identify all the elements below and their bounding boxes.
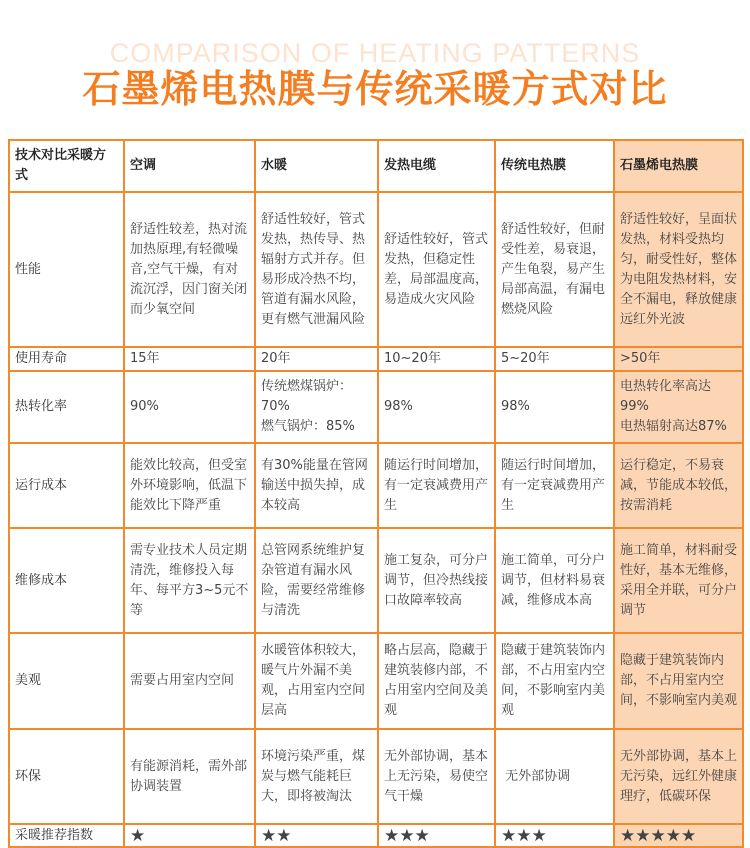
table-cell: 舒适性较好，但耐受性差，易衰退，产生龟裂，易产生局部高温，有漏电燃烧风险 — [495, 192, 614, 347]
star-rating: ★★ — [255, 824, 378, 847]
table-cell: 98% — [378, 371, 495, 443]
table-row — [9, 729, 743, 824]
table-cell-highlight: 电热转化率高达99% 电热辐射高达87% — [614, 371, 743, 443]
star-rating: ★★★ — [495, 824, 614, 847]
table-cell-highlight: 无外部协调，基本上无污染，远红外健康理疗，低碳环保 — [614, 729, 743, 824]
row-label-operating-cost: 运行成本 — [9, 443, 124, 528]
table-cell: 无外部协调，基本上无污染，易使空气干燥 — [378, 729, 495, 824]
table-header-row — [9, 140, 743, 192]
table-row — [9, 528, 743, 633]
table-cell: 有能源消耗，需外部协调装置 — [124, 729, 255, 824]
table-cell: 能效比较高，但受室外环境影响，低温下能效比下降严重 — [124, 443, 255, 528]
table-row — [9, 371, 743, 443]
table-cell: 20年 — [255, 347, 378, 371]
table-cell: 无外部协调 — [495, 729, 614, 824]
table-cell: 15年 — [124, 347, 255, 371]
star-rating: ★★★ — [378, 824, 495, 847]
table-cell: 总管网系统维护复杂管道有漏水风险，需要经常维修与清洗 — [255, 528, 378, 633]
page-title: 石墨烯电热膜与传统采暖方式对比 — [82, 67, 668, 111]
table-row — [9, 824, 743, 847]
table-cell-highlight: 施工简单，材料耐受性好，基本无维修，采用全并联，可分户调节 — [614, 528, 743, 633]
table-cell-highlight: 运行稳定，不易衰减，节能成本较低，按需消耗 — [614, 443, 743, 528]
row-label-recommendation: 采暖推荐指数 — [9, 824, 124, 847]
row-label-conversion-rate: 热转化率 — [9, 371, 124, 443]
row-label-aesthetics: 美观 — [9, 633, 124, 729]
row-label-environment: 环保 — [9, 729, 124, 824]
table-cell: 需专业技术人员定期清洗，维修投入每年、每平方3~5元不等 — [124, 528, 255, 633]
header-traditional-film: 传统电热膜 — [495, 140, 614, 192]
table-cell: 98% — [495, 371, 614, 443]
row-label-maintenance-cost: 维修成本 — [9, 528, 124, 633]
row-label-performance: 性能 — [9, 192, 124, 347]
background-watermark-text: COMPARISON OF HEATING PATTERNS — [109, 38, 641, 68]
star-rating-highlight: ★★★★★ — [614, 824, 743, 847]
table-cell: 隐藏于建筑装饰内部，不占用室内空间，不影响室内美观 — [495, 633, 614, 729]
table-cell: 水暖管体积较大，暖气片外漏不美观，占用室内空间层高 — [255, 633, 378, 729]
table-cell: 有30%能量在管网输送中损失掉，成本较高 — [255, 443, 378, 528]
table-cell-highlight: 舒适性较好，呈面状发热，材料受热均匀，耐受性好，整体为电阻发热材料，安全不漏电，释放健康远红外光波 — [614, 192, 743, 347]
table-cell: 舒适性较差，热对流加热原理,有轻微噪音,空气干燥，有对流沉浮，因门窗关闭而少氧空间 — [124, 192, 255, 347]
table-row — [9, 443, 743, 528]
table-cell: 需要占用室内空间 — [124, 633, 255, 729]
header-graphene-film: 石墨烯电热膜 — [614, 140, 743, 192]
comparison-table — [8, 139, 744, 848]
header-heating-cable: 发热电缆 — [378, 140, 495, 192]
header-criteria: 技术对比采暖方式 — [9, 140, 124, 192]
table-cell: 5~20年 — [495, 347, 614, 371]
table-cell: 舒适性较好，管式发热，但稳定性差，局部温度高，易造成火灾风险 — [378, 192, 495, 347]
table-cell: 随运行时间增加，有一定衰减费用产生 — [378, 443, 495, 528]
table-row — [9, 633, 743, 729]
table-row — [9, 192, 743, 347]
table-cell: 施工简单，可分户调节，但材料易衰减，维修成本高 — [495, 528, 614, 633]
table-cell: 环境污染严重，煤炭与燃气能耗巨大，即将被淘汰 — [255, 729, 378, 824]
star-rating: ★ — [124, 824, 255, 847]
table-cell-highlight: >50年 — [614, 347, 743, 371]
table-cell-highlight: 隐藏于建筑装饰内部，不占用室内空间，不影响室内美观 — [614, 633, 743, 729]
table-cell: 舒适性较好，管式发热，热传导、热辐射方式并存。但易形成冷热不均，管道有漏水风险，更有燃气泄漏风险 — [255, 192, 378, 347]
table-cell: 传统燃煤锅炉：70% 燃气锅炉：85% — [255, 371, 378, 443]
table-cell: 略占层高，隐藏于建筑装修内部，不占用室内空间及美观 — [378, 633, 495, 729]
table-cell: 随运行时间增加，有一定衰减费用产生 — [495, 443, 614, 528]
header-air-conditioner: 空调 — [124, 140, 255, 192]
table-row — [9, 347, 743, 371]
row-label-lifespan: 使用寿命 — [9, 347, 124, 371]
table-cell: 施工复杂，可分户调节，但冷热线接口故障率较高 — [378, 528, 495, 633]
header-water-heating: 水暖 — [255, 140, 378, 192]
table-cell: 10~20年 — [378, 347, 495, 371]
table-cell: 90% — [124, 371, 255, 443]
